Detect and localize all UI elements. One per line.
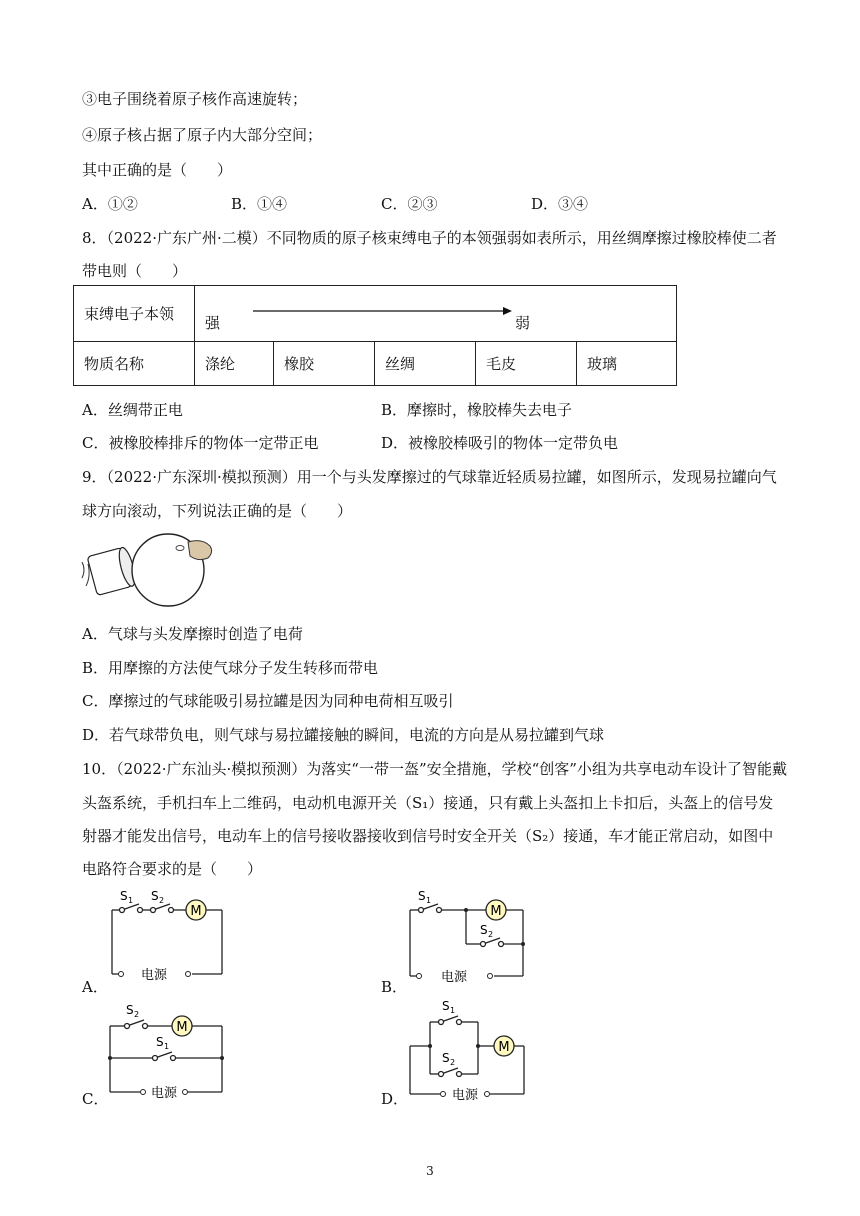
s2-sub: 2: [159, 896, 165, 905]
q10-label-c: C．: [82, 1090, 109, 1108]
weak-label: 弱: [515, 314, 531, 332]
motor-label: M: [190, 904, 202, 919]
q10-label-b: B．: [381, 978, 408, 996]
q7-option-c: C．②③: [381, 195, 438, 213]
power-label: 电源: [440, 970, 468, 985]
q10-label-d: D．: [381, 1090, 409, 1108]
table-cell-material: 涤纶: [195, 342, 274, 386]
q7-option-b: B．①④: [231, 195, 288, 213]
q10-stem-4: 电路符合要求的是（ ）: [82, 860, 263, 878]
q8-option-a: A．丝绸带正电: [82, 401, 183, 419]
q9-stem-2: 球方向滚动，下列说法正确的是（ ）: [82, 502, 353, 520]
q9-option-c: C．摩擦过的气球能吸引易拉罐是因为同种电荷相互吸引: [82, 692, 454, 710]
power-label: 电源: [451, 1088, 479, 1103]
q9-option-a: A．气球与头发摩擦时创造了电荷: [82, 625, 303, 643]
q9-option-d: D．若气球带负电，则气球与易拉罐接触的瞬间，电流的方向是从易拉罐到气球: [82, 726, 605, 744]
motor-label: M: [490, 904, 502, 919]
line-q7-item4: ④原子核占据了原子内大部分空间；: [82, 126, 323, 144]
binding-table: [73, 285, 677, 386]
q10-stem-1: 10．（2022·广东汕头·模拟预测）为落实“一带一盔”安全措施，学校“创客”小组为共享电动车设计了智能戴: [82, 760, 787, 778]
table-row2-label: 物质名称: [74, 342, 195, 386]
circuit-c: [104, 996, 234, 1106]
circuit-a: [106, 886, 236, 986]
s2-sub: 2: [134, 1010, 140, 1019]
q8-option-c: C．被橡胶棒排斥的物体一定带正电: [82, 434, 319, 452]
strong-label: 强: [205, 314, 221, 332]
motor-label: M: [498, 1040, 510, 1055]
q8-stem-1: 8．（2022·广东广州·二模）不同物质的原子核束缚电子的本领强弱如表所示，用丝绸摩擦过橡胶棒使二者: [82, 229, 777, 247]
power-label: 电源: [140, 968, 168, 983]
s1-label: S: [120, 889, 128, 903]
table-cell-material: 玻璃: [577, 342, 677, 386]
q8-option-d: D．被橡胶棒吸引的物体一定带负电: [381, 434, 619, 452]
q10-stem-2: 头盔系统，手机扫车上二维码，电动机电源开关（S₁）接通，只有戴上头盔扣上卡扣后，头盔上的信号发: [82, 794, 774, 812]
s2-label: S: [126, 1003, 134, 1017]
q8-stem-2: 带电则（ ）: [82, 262, 188, 280]
s1-sub: 1: [164, 1042, 170, 1051]
table-cell-material: 丝绸: [375, 342, 476, 386]
s2-label: S: [480, 923, 488, 937]
q9-stem-1: 9．（2022·广东深圳·模拟预测）用一个与头发摩擦过的气球靠近轻质易拉罐，如图所示，发现易拉罐向气: [82, 468, 777, 486]
table-row1-label: 束缚电子本领: [74, 286, 195, 342]
table-strength-cell: [195, 286, 677, 342]
balloon-can-figure: [78, 528, 218, 608]
q7-option-a: A．①②: [82, 195, 138, 213]
table-cell-material: 橡胶: [274, 342, 375, 386]
s1-label: S: [442, 999, 450, 1013]
s1-sub: 1: [450, 1006, 456, 1015]
s1-label: S: [156, 1035, 164, 1049]
motor-label: M: [176, 1020, 188, 1035]
s1-sub: 1: [128, 896, 134, 905]
q10-label-a: A．: [82, 978, 108, 996]
q7-option-d: D．③④: [531, 195, 589, 213]
line-q7-item3: ③电子围绕着原子核作高速旋转；: [82, 90, 308, 108]
circuit-d: [406, 994, 536, 1112]
power-label: 电源: [150, 1086, 178, 1101]
table-cell-material: 毛皮: [476, 342, 577, 386]
s2-sub: 2: [450, 1058, 456, 1067]
q8-option-b: B．摩擦时，橡胶棒失去电子: [381, 401, 573, 419]
s2-label: S: [442, 1051, 450, 1065]
s1-label: S: [418, 889, 426, 903]
strength-arrow: [253, 306, 513, 316]
circuit-b: [406, 884, 536, 994]
s1-sub: 1: [426, 896, 432, 905]
q9-option-b: B．用摩擦的方法使气球分子发生转移而带电: [82, 659, 379, 677]
s2-label: S: [151, 889, 159, 903]
q10-stem-3: 射器才能发出信号，电动车上的信号接收器接收到信号时安全开关（S₂）接通，车才能正常启动，如图中: [82, 827, 774, 845]
page-number: 3: [426, 1164, 434, 1178]
s2-sub: 2: [488, 930, 494, 939]
line-q7-ask: 其中正确的是（ ）: [82, 161, 233, 179]
